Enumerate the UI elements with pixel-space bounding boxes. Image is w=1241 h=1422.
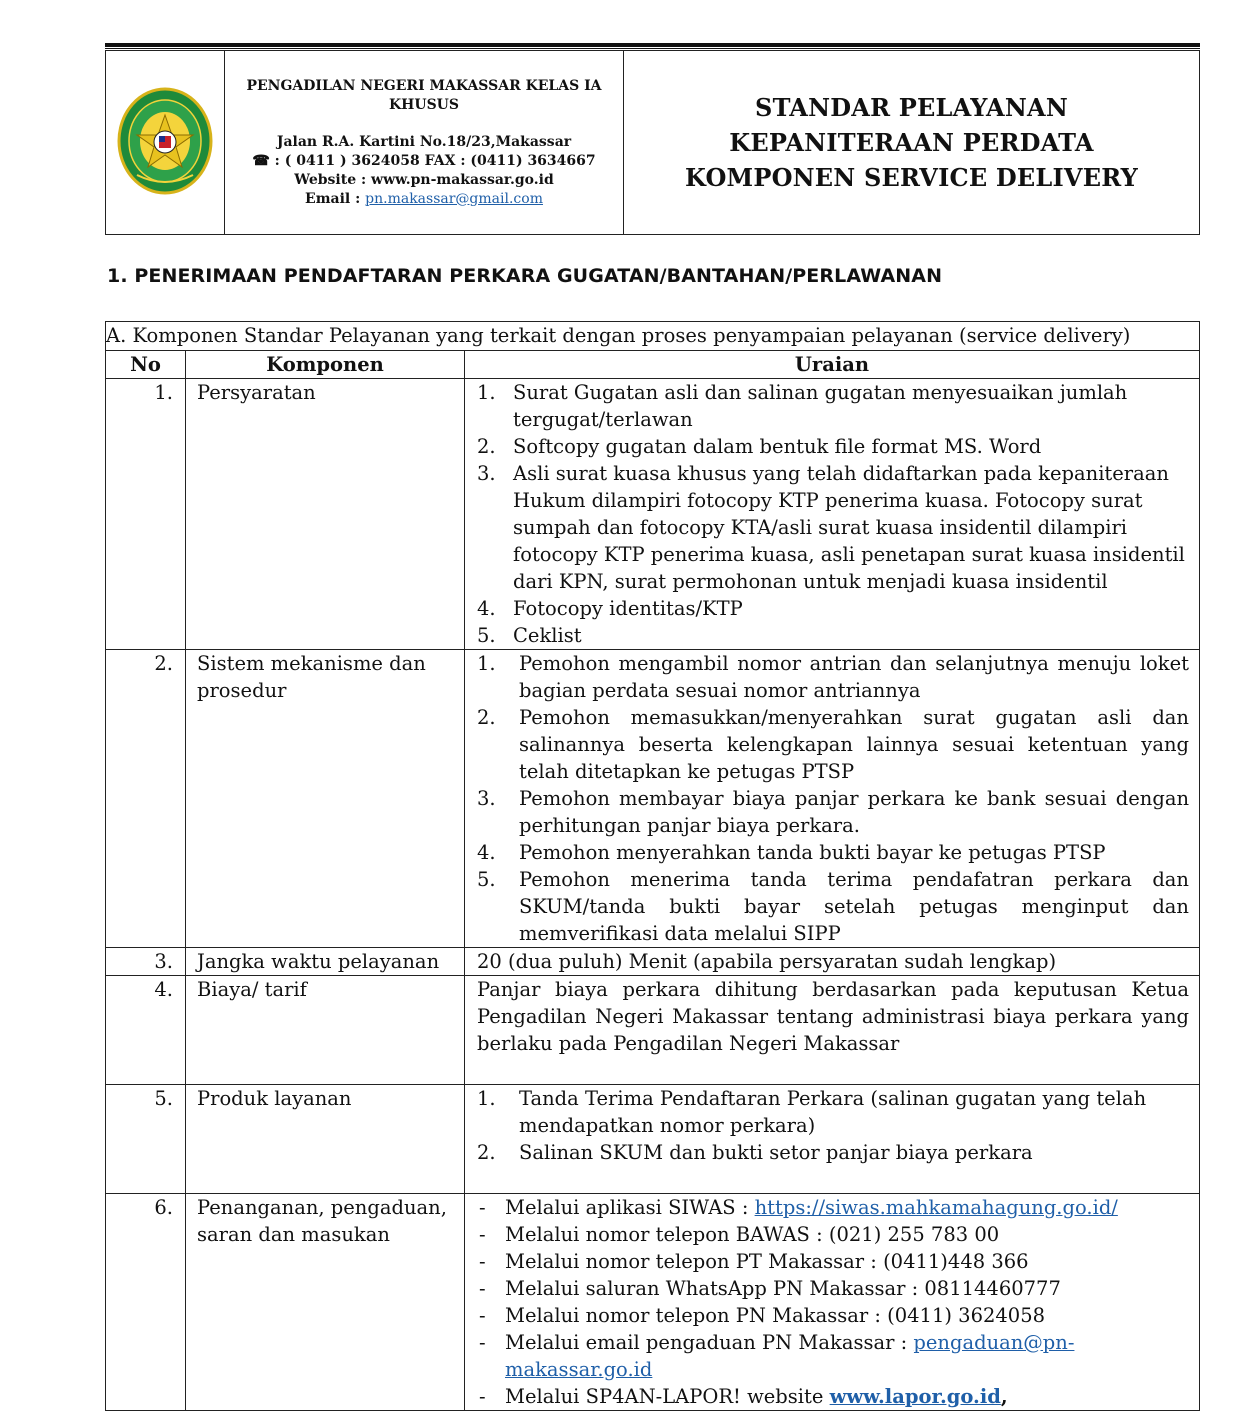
list-item: 4. Fotocopy identitas/KTP <box>477 597 743 620</box>
list-item: - Melalui nomor telepon PT Makassar : (0411)448 366 <box>479 1250 1029 1273</box>
row-komponen: Penanganan, pengaduan, saran dan masukan <box>186 1194 465 1411</box>
row-number: 1. <box>106 379 186 650</box>
list-item: 3. Asli surat kuasa khusus yang telah didaftarkan pada kepaniteraan Hukum dilampiri fotocopy KTP penerima kuasa. Fotocopy surat sumpah dan fotocopy KTA/asli surat kuasa insidentil dilampiri fotocopy KTP penerima kuasa, asli penetapan surat kuasa insidentil dari KPN, surat permohonan untuk menjadi kuasa insidentil <box>477 462 1185 593</box>
col-header-komponen: Komponen <box>186 351 465 379</box>
row-number: 5. <box>106 1085 186 1194</box>
procedure-list <box>477 650 1189 947</box>
complaint-channel-list <box>477 1194 1189 1410</box>
row-number: 4. <box>106 976 186 1085</box>
table-section-row <box>106 322 1200 351</box>
list-item: 3. Pemohon membayar biaya panjar perkara ke bank sesuai dengan perhitungan panjar biaya perkara. <box>477 787 1189 837</box>
lapor-website-link[interactable]: www.lapor.go.id <box>829 1385 1001 1408</box>
row-uraian: 20 (dua puluh) Menit (apabila persyaratan sudah lengkap) <box>465 948 1200 976</box>
court-email-link[interactable]: pn.makassar@gmail.com <box>365 190 543 207</box>
row-number: 3. <box>106 948 186 976</box>
list-item: 2. Pemohon memasukkan/menyerahkan surat gugatan asli dan salinannya beserta kelengkapan lainnya sesuai ketentuan yang telah ditetapkan ke petugas PTSP <box>477 706 1189 783</box>
header-top-rule-thin <box>105 48 1200 49</box>
list-item: 1. Pemohon mengambil nomor antrian dan selanjutnya menuju loket bagian perdata sesuai nomor antriannya <box>477 652 1189 702</box>
siwas-link[interactable]: https://siwas.mahkamahagung.go.id/ <box>754 1196 1118 1219</box>
court-name: PENGADILAN NEGERI MAKASSAR KELAS IA KHUSUS <box>246 77 602 113</box>
row-uraian <box>465 650 1200 948</box>
requirements-list <box>477 379 1189 649</box>
court-website: Website : www.pn-makassar.go.id <box>294 171 554 188</box>
list-item: - Melalui nomor telepon PN Makassar : (0411) 3624058 <box>479 1304 1046 1327</box>
product-list <box>477 1085 1189 1166</box>
list-item: 5. Pemohon menerima tanda terima pendafatran perkara dan SKUM/tanda bukti bayar setelah petugas menginput dan memverifikasi data melalui SIPP <box>477 868 1189 945</box>
row-komponen: Sistem mekanisme dan prosedur <box>186 650 465 948</box>
court-street-address: Jalan R.A. Kartini No.18/23,Makassar <box>276 133 572 150</box>
table-row <box>106 1085 1200 1194</box>
title-line-3: KOMPONEN SERVICE DELIVERY <box>685 163 1138 192</box>
list-item: 2. Softcopy gugatan dalam bentuk file format MS. Word <box>477 435 1042 458</box>
court-address-block <box>225 51 624 235</box>
row-uraian <box>465 1194 1200 1411</box>
section-heading: 1. PENERIMAAN PENDAFTARAN PERKARA GUGATAN/BANTAHAN/PERLAWANAN <box>107 265 943 287</box>
table-section-label: A. Komponen Standar Pelayanan yang terkait dengan proses penyampaian pelayanan (service delivery) <box>106 322 1200 351</box>
row-komponen: Biaya/ tarif <box>186 976 465 1085</box>
list-item: - Melalui aplikasi SIWAS : https://siwas.mahkamahagung.go.id/ <box>479 1196 1118 1219</box>
row-number: 6. <box>106 1194 186 1411</box>
table-header-row <box>106 351 1200 379</box>
list-item: - Melalui SP4AN-LAPOR! website www.lapor.go.id, <box>479 1385 1008 1408</box>
list-item: 5. Ceklist <box>477 624 582 647</box>
logo-cell <box>106 51 225 235</box>
row-number: 2. <box>106 650 186 948</box>
row-komponen: Persyaratan <box>186 379 465 650</box>
table-row <box>106 976 1200 1085</box>
court-emblem-logo <box>115 85 215 197</box>
court-email-line <box>225 190 623 209</box>
court-phone-fax: ☎ : ( 0411 ) 3624058 FAX : (0411) 3634667 <box>252 152 596 169</box>
table-row <box>106 1194 1200 1411</box>
col-header-no: No <box>106 351 186 379</box>
list-item: - Melalui email pengaduan PN Makassar : pengaduan@pn-makassar.go.id <box>479 1331 1075 1381</box>
header-top-rule-thick <box>105 43 1200 47</box>
title-line-1: STANDAR PELAYANAN <box>755 93 1068 122</box>
table-row <box>106 650 1200 948</box>
list-item: 2. Salinan SKUM dan bukti setor panjar biaya perkara <box>477 1141 1033 1164</box>
row-uraian <box>465 1085 1200 1194</box>
row-uraian: Panjar biaya perkara dihitung berdasarkan pada keputusan Ketua Pengadilan Negeri Makassar tentang administrasi biaya perkara yang berlaku pada Pengadilan Negeri Makassar <box>465 976 1200 1085</box>
list-item: 4. Pemohon menyerahkan tanda bukti bayar ke petugas PTSP <box>477 841 1106 864</box>
row-komponen: Jangka waktu pelayanan <box>186 948 465 976</box>
table-row <box>106 948 1200 976</box>
list-item: 1. Tanda Terima Pendaftaran Perkara (salinan gugatan yang telah mendapatkan nomor perkara) <box>477 1087 1147 1137</box>
email-label: Email : <box>305 190 366 207</box>
letterhead <box>105 50 1200 235</box>
service-standard-table <box>105 321 1200 1411</box>
table-row <box>106 379 1200 650</box>
complaint-email-link[interactable]: pengaduan@pn-makassar.go.id <box>505 1331 1075 1381</box>
row-komponen: Produk layanan <box>186 1085 465 1194</box>
title-line-2: KEPANITERAAN PERDATA <box>729 128 1094 157</box>
col-header-uraian: Uraian <box>465 351 1200 379</box>
list-item: 1. Surat Gugatan asli dan salinan gugatan menyesuaikan jumlah tergugat/terlawan <box>477 381 1128 431</box>
list-item: - Melalui saluran WhatsApp PN Makassar : 08114460777 <box>479 1277 1061 1300</box>
row-uraian <box>465 379 1200 650</box>
list-item: - Melalui nomor telepon BAWAS : (021) 255 783 00 <box>479 1223 1000 1246</box>
document-title-block <box>624 51 1200 235</box>
